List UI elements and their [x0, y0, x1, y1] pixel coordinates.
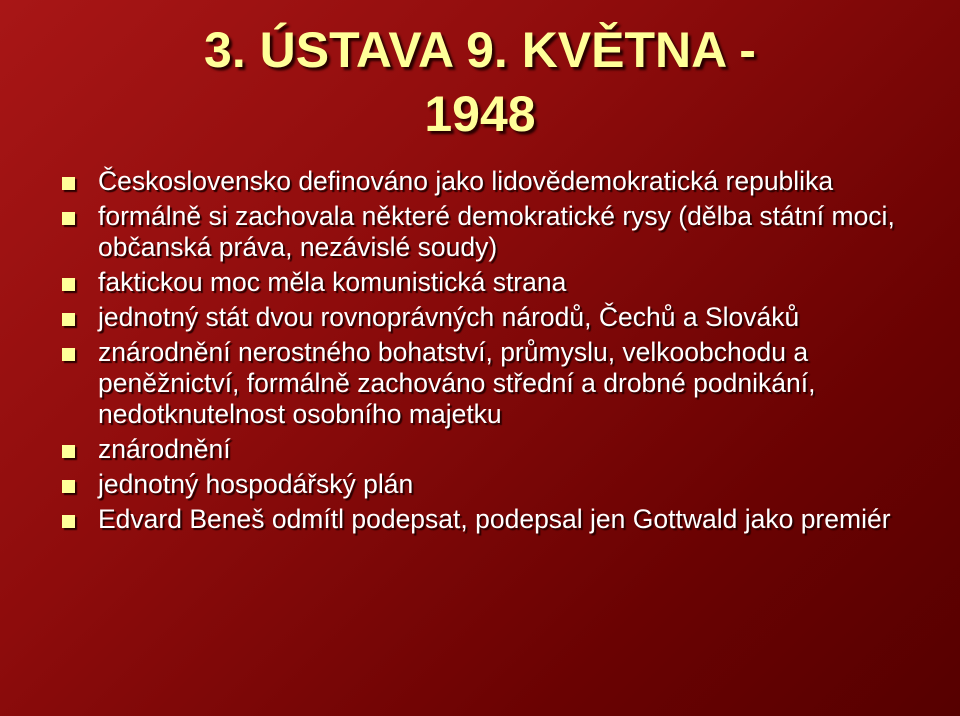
slide-title-line-2: 1948 [424, 86, 536, 142]
bullet-text: faktickou moc měla komunistická strana [98, 267, 567, 297]
bullet-text: jednotný stát dvou rovnoprávných národů, Čechů a Slováků [98, 302, 800, 332]
square-bullet-icon [62, 445, 75, 458]
bullet-text: formálně si zachovala některé demokratické rysy (dělba státní moci, občanská práva, nezávislé soudy) [98, 201, 895, 262]
bullet-text: znárodnění nerostného bohatství, průmyslu, velkoobchodu a peněžnictví, formálně zachováno střední a drobné podnikání, nedotknutelnost osobního majetku [98, 337, 816, 429]
slide-title-line-1: 3. ÚSTAVA 9. KVĚTNA - [204, 22, 756, 78]
square-bullet-icon [62, 480, 75, 493]
square-bullet-icon [62, 278, 75, 291]
bullet-item [56, 337, 926, 430]
bullet-item [56, 504, 926, 535]
bullet-item [56, 201, 926, 263]
bullet-item [56, 434, 926, 465]
square-bullet-icon [62, 348, 75, 361]
slide-title [60, 18, 900, 146]
square-bullet-icon [62, 177, 75, 190]
square-bullet-icon [62, 313, 75, 326]
bullet-text: znárodnění [98, 434, 231, 464]
bullet-item [56, 166, 926, 197]
square-bullet-icon [62, 212, 75, 225]
bullet-list [56, 166, 926, 539]
bullet-item [56, 267, 926, 298]
bullet-text: jednotný hospodářský plán [98, 469, 414, 499]
bullet-item [56, 469, 926, 500]
bullet-text: Československo definováno jako lidovědemokratická republika [98, 166, 834, 196]
bullet-item [56, 302, 926, 333]
square-bullet-icon [62, 515, 75, 528]
bullet-text: Edvard Beneš odmítl podepsat, podepsal jen Gottwald jako premiér [98, 504, 891, 534]
